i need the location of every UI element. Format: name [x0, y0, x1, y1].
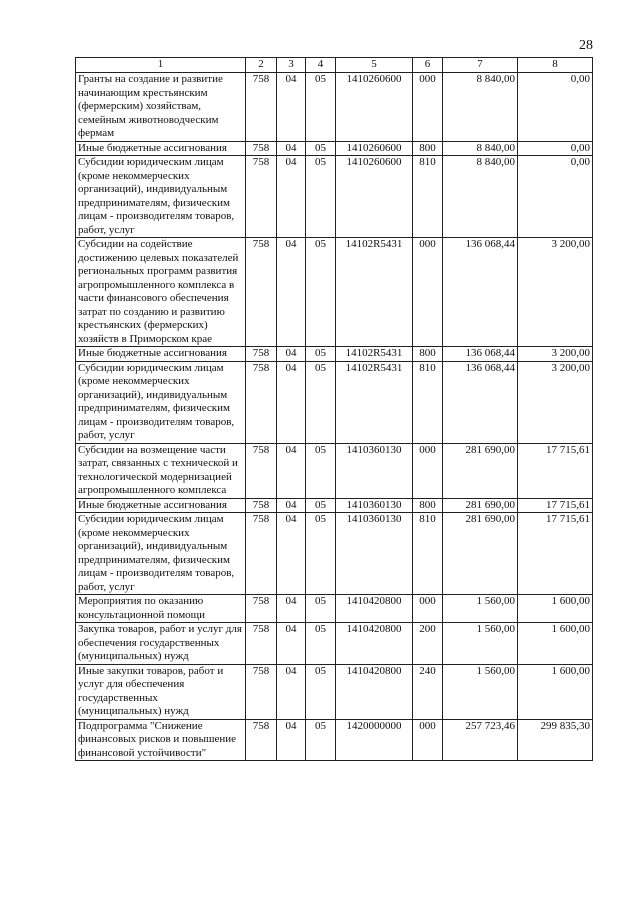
expense-type-cell: 000 — [413, 719, 443, 761]
amount-col7-cell: 1 560,00 — [443, 595, 518, 623]
amount-col7-cell: 136 068,44 — [443, 238, 518, 347]
row-name-cell: Иные бюджетные ассигнования — [76, 141, 246, 156]
table-row — [76, 73, 593, 142]
expense-type-cell: 800 — [413, 141, 443, 156]
section-code-cell: 04 — [277, 513, 306, 595]
column-header: 8 — [518, 58, 593, 73]
column-header: 7 — [443, 58, 518, 73]
amount-col7-cell: 136 068,44 — [443, 361, 518, 443]
target-article-cell: 1410360130 — [336, 498, 413, 513]
amount-col8-cell: 299 835,30 — [518, 719, 593, 761]
ministry-code-cell: 758 — [246, 361, 277, 443]
subsection-code-cell: 05 — [306, 238, 336, 347]
amount-col8-cell: 3 200,00 — [518, 347, 593, 362]
section-code-cell: 04 — [277, 347, 306, 362]
row-name-cell: Субсидии юридическим лицам (кроме некоммерческих организаций), индивидуальным предпринимателям, физическим лицам - производителям товаров, работ, услуг — [76, 156, 246, 238]
expense-type-cell: 800 — [413, 347, 443, 362]
subsection-code-cell: 05 — [306, 347, 336, 362]
amount-col8-cell: 17 715,61 — [518, 498, 593, 513]
target-article-cell: 1420000000 — [336, 719, 413, 761]
expense-type-cell: 810 — [413, 361, 443, 443]
subsection-code-cell: 05 — [306, 623, 336, 665]
target-article-cell: 1410360130 — [336, 443, 413, 498]
column-header: 5 — [336, 58, 413, 73]
row-name-cell: Закупка товаров, работ и услуг для обеспечения государственных (муниципальных) нужд — [76, 623, 246, 665]
header-row — [76, 58, 593, 73]
column-header: 6 — [413, 58, 443, 73]
section-code-cell: 04 — [277, 623, 306, 665]
amount-col8-cell: 17 715,61 — [518, 443, 593, 498]
section-code-cell: 04 — [277, 73, 306, 142]
table-row — [76, 347, 593, 362]
expense-type-cell: 000 — [413, 238, 443, 347]
section-code-cell: 04 — [277, 664, 306, 719]
section-code-cell: 04 — [277, 156, 306, 238]
expense-type-cell: 810 — [413, 513, 443, 595]
subsection-code-cell: 05 — [306, 361, 336, 443]
ministry-code-cell: 758 — [246, 347, 277, 362]
section-code-cell: 04 — [277, 498, 306, 513]
ministry-code-cell: 758 — [246, 623, 277, 665]
ministry-code-cell: 758 — [246, 664, 277, 719]
amount-col8-cell: 1 600,00 — [518, 623, 593, 665]
target-article-cell: 14102R5431 — [336, 238, 413, 347]
section-code-cell: 04 — [277, 595, 306, 623]
amount-col7-cell: 136 068,44 — [443, 347, 518, 362]
target-article-cell: 1410260600 — [336, 141, 413, 156]
subsection-code-cell: 05 — [306, 513, 336, 595]
ministry-code-cell: 758 — [246, 238, 277, 347]
amount-col7-cell: 8 840,00 — [443, 156, 518, 238]
table-body — [76, 73, 593, 761]
row-name-cell: Иные бюджетные ассигнования — [76, 498, 246, 513]
expense-type-cell: 000 — [413, 73, 443, 142]
row-name-cell: Иные закупки товаров, работ и услуг для обеспечения государственных (муниципальных) нужд — [76, 664, 246, 719]
row-name-cell: Субсидии юридическим лицам (кроме некоммерческих организаций), индивидуальным предпринимателям, физическим лицам - производителям товаров, работ, услуг — [76, 361, 246, 443]
amount-col7-cell: 281 690,00 — [443, 498, 518, 513]
table-row — [76, 719, 593, 761]
amount-col8-cell: 3 200,00 — [518, 361, 593, 443]
budget-table — [75, 57, 593, 761]
expense-type-cell: 800 — [413, 498, 443, 513]
target-article-cell: 14102R5431 — [336, 347, 413, 362]
column-header: 3 — [277, 58, 306, 73]
expense-type-cell: 810 — [413, 156, 443, 238]
expense-type-cell: 000 — [413, 443, 443, 498]
column-header: 4 — [306, 58, 336, 73]
subsection-code-cell: 05 — [306, 719, 336, 761]
column-header: 1 — [76, 58, 246, 73]
row-name-cell: Субсидии юридическим лицам (кроме некоммерческих организаций), индивидуальным предпринимателям, физическим лицам - производителям товаров, работ, услуг — [76, 513, 246, 595]
table-row — [76, 498, 593, 513]
target-article-cell: 1410260600 — [336, 156, 413, 238]
expense-type-cell: 240 — [413, 664, 443, 719]
table-row — [76, 238, 593, 347]
section-code-cell: 04 — [277, 238, 306, 347]
amount-col7-cell: 281 690,00 — [443, 513, 518, 595]
amount-col7-cell: 1 560,00 — [443, 623, 518, 665]
ministry-code-cell: 758 — [246, 156, 277, 238]
amount-col8-cell: 1 600,00 — [518, 595, 593, 623]
subsection-code-cell: 05 — [306, 73, 336, 142]
row-name-cell: Подпрограмма "Снижение финансовых рисков и повышение финансовой устойчивости" — [76, 719, 246, 761]
table-row — [76, 361, 593, 443]
row-name-cell: Субсидии на содействие достижению целевых показателей региональных программ развития агропромышленного комплекса в части финансового обеспечения затрат по созданию и развитию крестьянских (фермерских) хозяйств в Приморском крае — [76, 238, 246, 347]
amount-col7-cell: 8 840,00 — [443, 73, 518, 142]
amount-col8-cell: 3 200,00 — [518, 238, 593, 347]
table-row — [76, 595, 593, 623]
ministry-code-cell: 758 — [246, 498, 277, 513]
row-name-cell: Субсидии на возмещение части затрат, связанных с технической и технологической модернизацией агропромышленного комплекса — [76, 443, 246, 498]
amount-col7-cell: 281 690,00 — [443, 443, 518, 498]
target-article-cell: 1410420800 — [336, 623, 413, 665]
amount-col7-cell: 1 560,00 — [443, 664, 518, 719]
expense-type-cell: 200 — [413, 623, 443, 665]
amount-col7-cell: 257 723,46 — [443, 719, 518, 761]
ministry-code-cell: 758 — [246, 443, 277, 498]
table-row — [76, 443, 593, 498]
row-name-cell: Гранты на создание и развитие начинающим крестьянским (фермерским) хозяйствам, семейным животноводческим фермам — [76, 73, 246, 142]
ministry-code-cell: 758 — [246, 719, 277, 761]
target-article-cell: 1410260600 — [336, 73, 413, 142]
section-code-cell: 04 — [277, 719, 306, 761]
section-code-cell: 04 — [277, 141, 306, 156]
column-header: 2 — [246, 58, 277, 73]
table-row — [76, 513, 593, 595]
amount-col8-cell: 0,00 — [518, 73, 593, 142]
section-code-cell: 04 — [277, 443, 306, 498]
subsection-code-cell: 05 — [306, 595, 336, 623]
ministry-code-cell: 758 — [246, 141, 277, 156]
section-code-cell: 04 — [277, 361, 306, 443]
amount-col8-cell: 0,00 — [518, 141, 593, 156]
table-row — [76, 623, 593, 665]
row-name-cell: Мероприятия по оказанию консультационной помощи — [76, 595, 246, 623]
amount-col7-cell: 8 840,00 — [443, 141, 518, 156]
target-article-cell: 1410420800 — [336, 664, 413, 719]
subsection-code-cell: 05 — [306, 498, 336, 513]
ministry-code-cell: 758 — [246, 513, 277, 595]
target-article-cell: 1410360130 — [336, 513, 413, 595]
table-row — [76, 156, 593, 238]
expense-type-cell: 000 — [413, 595, 443, 623]
amount-col8-cell: 17 715,61 — [518, 513, 593, 595]
target-article-cell: 1410420800 — [336, 595, 413, 623]
page-number: 28 — [579, 38, 593, 53]
ministry-code-cell: 758 — [246, 595, 277, 623]
subsection-code-cell: 05 — [306, 443, 336, 498]
subsection-code-cell: 05 — [306, 141, 336, 156]
amount-col8-cell: 1 600,00 — [518, 664, 593, 719]
subsection-code-cell: 05 — [306, 664, 336, 719]
amount-col8-cell: 0,00 — [518, 156, 593, 238]
target-article-cell: 14102R5431 — [336, 361, 413, 443]
table-row — [76, 664, 593, 719]
table-row — [76, 141, 593, 156]
row-name-cell: Иные бюджетные ассигнования — [76, 347, 246, 362]
ministry-code-cell: 758 — [246, 73, 277, 142]
subsection-code-cell: 05 — [306, 156, 336, 238]
